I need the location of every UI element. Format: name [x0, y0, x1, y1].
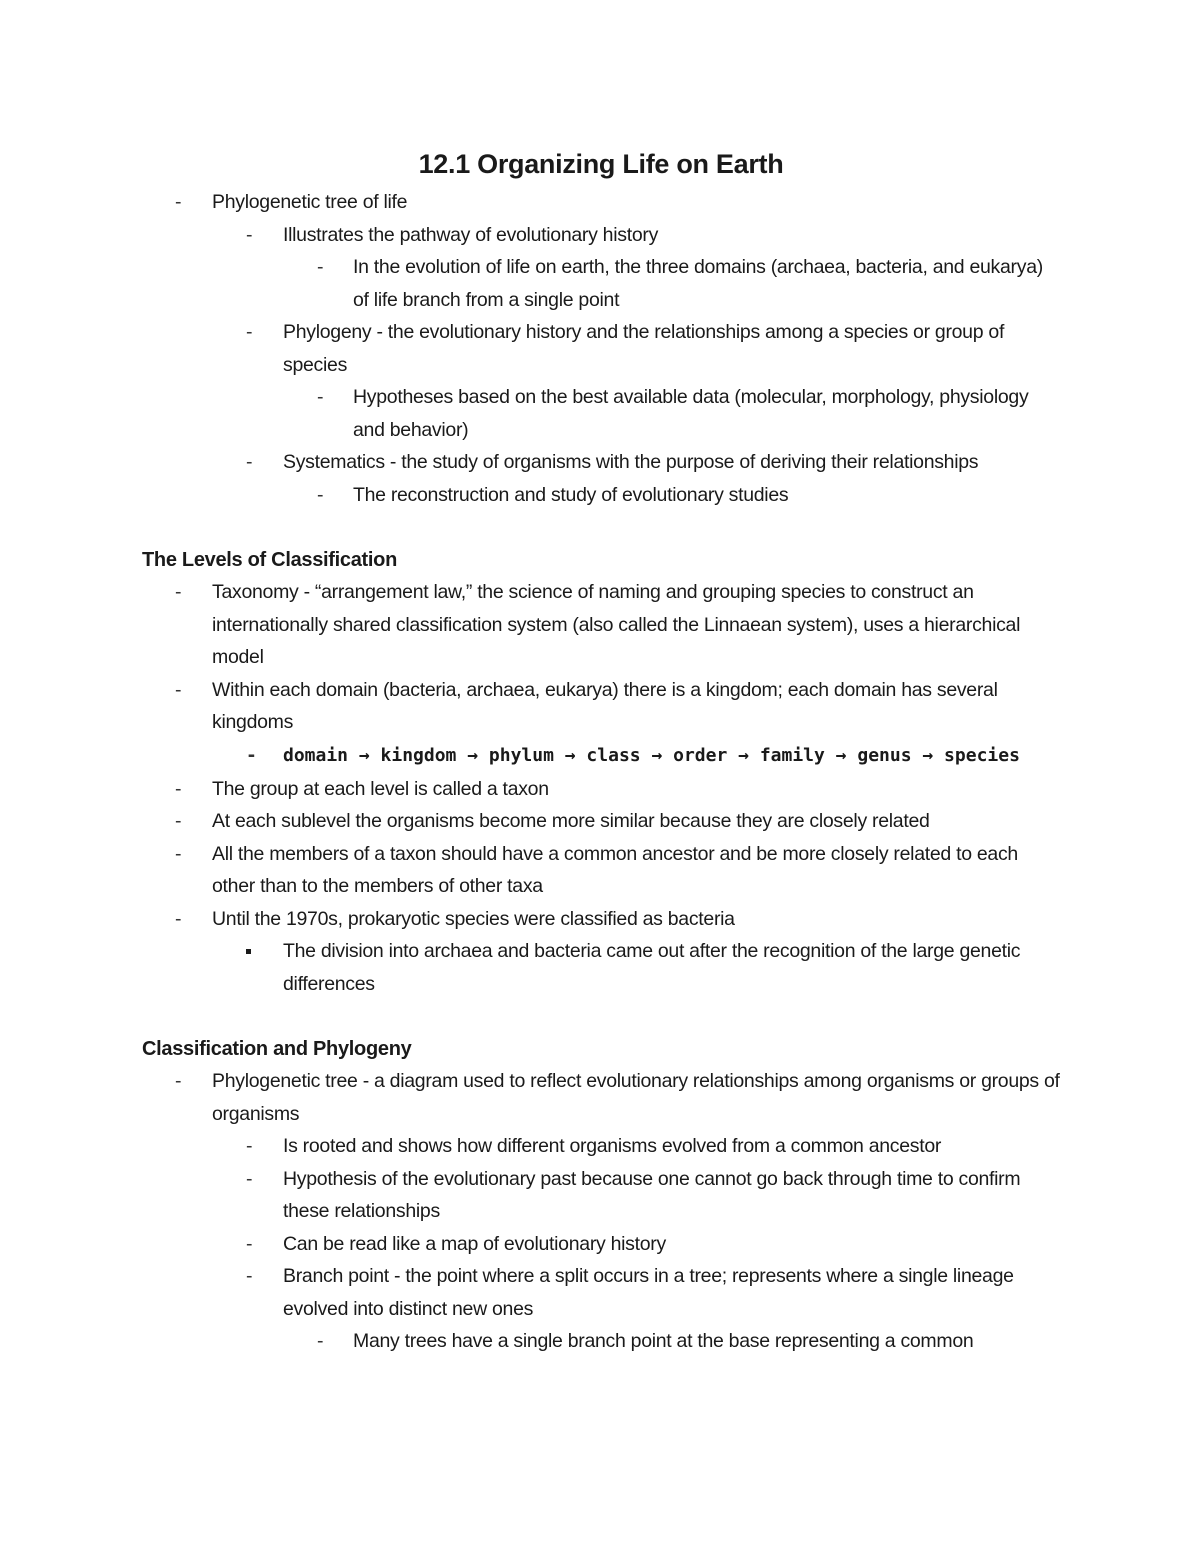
section-heading-classification-phylogeny: Classification and Phylogeny [142, 1038, 412, 1060]
list-item: - Phylogenetic tree of life [142, 186, 1060, 219]
list-item: - Until the 1970s, prokaryotic species were classified as bacteria [142, 903, 1060, 936]
list-item: The division into archaea and bacteria came out after the recognition of the large genetic differences [142, 935, 1060, 1000]
list-item: - The reconstruction and study of evolutionary studies [142, 479, 1060, 512]
list-item: - Branch point - the point where a split occurs in a tree; represents where a single lineage evolved into distinct new ones [142, 1260, 1060, 1325]
list-item: - Taxonomy - “arrangement law,” the science of naming and grouping species to construct an internationally shared classification system (also called the Linnaean system), uses a hierarchical model [142, 576, 1060, 674]
list-item: - Systematics - the study of organisms with the purpose of deriving their relationships [142, 446, 1060, 479]
list-item: - Hypothesis of the evolutionary past because one cannot go back through time to confirm these relationships [142, 1163, 1060, 1228]
section-heading-levels: The Levels of Classification [142, 549, 398, 571]
list-item: - All the members of a taxon should have a common ancestor and be more closely related to each other than to the members of other taxa [142, 838, 1060, 903]
list-item: - Phylogenetic tree - a diagram used to reflect evolutionary relationships among organisms or groups of organisms [142, 1065, 1060, 1130]
section-1-list [142, 186, 1060, 511]
section-2-list [142, 576, 1060, 1000]
list-item: - Hypotheses based on the best available data (molecular, morphology, physiology and behavior) [142, 381, 1060, 446]
list-item: - Is rooted and shows how different organisms evolved from a common ancestor [142, 1130, 1060, 1163]
list-item: - Many trees have a single branch point at the base representing a common [142, 1325, 1060, 1358]
page-title: 12.1 Organizing Life on Earth [418, 149, 784, 179]
list-item: - In the evolution of life on earth, the three domains (archaea, bacteria, and eukarya) of life branch from a single point [142, 251, 1060, 316]
list-item: - Phylogeny - the evolutionary history and the relationships among a species or group of species [142, 316, 1060, 381]
list-item: - The group at each level is called a taxon [142, 773, 1060, 806]
list-item: - At each sublevel the organisms become more similar because they are closely related [142, 805, 1060, 838]
list-item: - Within each domain (bacteria, archaea, eukarya) there is a kingdom; each domain has several kingdoms [142, 674, 1060, 739]
section-3-list [142, 1065, 1060, 1358]
spacer [142, 511, 1060, 544]
list-item: - Can be read like a map of evolutionary history [142, 1228, 1060, 1261]
classification-hierarchy: - domain → kingdom → phylum → class → order → family → genus → species [142, 739, 1060, 773]
list-item: - Illustrates the pathway of evolutionary history [142, 219, 1060, 252]
spacer [142, 1000, 1060, 1033]
